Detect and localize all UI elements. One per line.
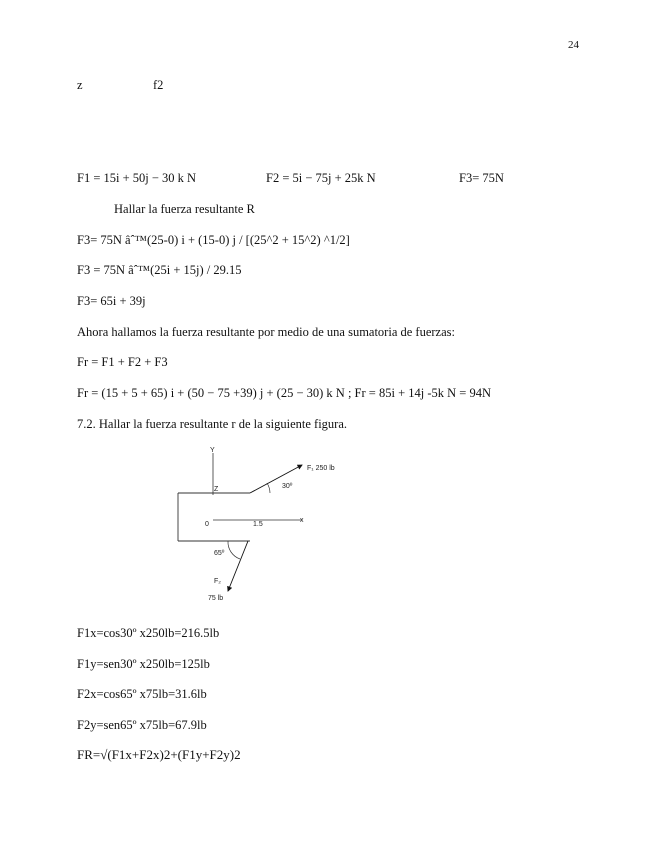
- angle-65-arc: [228, 541, 240, 559]
- x-axis-label: x: [300, 517, 304, 524]
- sum-intro: Ahora hallamos la fuerza resultante por medio de una sumatoria de fuerzas:: [77, 325, 455, 339]
- f1-arrow: [250, 465, 302, 493]
- f2y-equation: F2y=sen65º x75lb=67.9lb: [77, 718, 207, 732]
- fr-calculation: Fr = (15 + 5 + 65) i + (50 − 75 +39) j + (25 − 30) k N ; Fr = 85i + 14j -5k N = 94N: [77, 386, 491, 400]
- task-statement: Hallar la fuerza resultante R: [114, 202, 255, 216]
- x-tick-label: 1.5: [253, 521, 263, 528]
- fr-formula: FR=√(F1x+F2x)2+(F1y+F2y)2: [77, 747, 241, 762]
- f2-label: F₂: [214, 578, 221, 585]
- f1x-equation: F1x=cos30º x250lb=216.5lb: [77, 626, 220, 640]
- force-f1: F1 = 15i + 50j − 30 k N: [77, 171, 197, 185]
- y-axis-label: Y: [210, 447, 215, 454]
- f2-arrow: [228, 541, 248, 591]
- angle-30-arc: [267, 483, 270, 493]
- force-diagram-svg: [170, 443, 350, 605]
- header-z-label: z: [77, 78, 83, 92]
- force-f2: F2 = 5i − 75j + 25k N: [266, 171, 376, 185]
- problem-7-2: 7.2. Hallar la fuerza resultante r de la siguiente figura.: [77, 417, 348, 431]
- f3-equation-3: F3= 65i + 39j: [77, 294, 146, 308]
- header-f2-label: f2: [153, 78, 164, 92]
- force-f3: F3= 75N: [459, 171, 504, 185]
- f2-value-label: 75 lb: [208, 595, 224, 602]
- fr-sum: Fr = F1 + F2 + F3: [77, 355, 168, 369]
- page-number: 24: [568, 39, 579, 51]
- f3-equation-2: F3 = 75N âˆ™(25i + 15j) / 29.15: [77, 263, 242, 277]
- f1-label: F₁ 250 lb: [307, 465, 335, 472]
- origin-label: 0: [205, 521, 209, 528]
- f1y-equation: F1y=sen30º x250lb=125lb: [77, 657, 210, 671]
- z-label: Z: [214, 486, 219, 493]
- angle-30-label: 30º: [282, 483, 293, 490]
- force-diagram: [170, 443, 350, 605]
- f2x-equation: F2x=cos65º x75lb=31.6lb: [77, 687, 207, 701]
- f3-equation-1: F3= 75N âˆ™(25-0) i + (15-0) j / [(25^2 + 15^2) ^1/2]: [77, 233, 350, 247]
- angle-65-label: 65º: [214, 550, 225, 557]
